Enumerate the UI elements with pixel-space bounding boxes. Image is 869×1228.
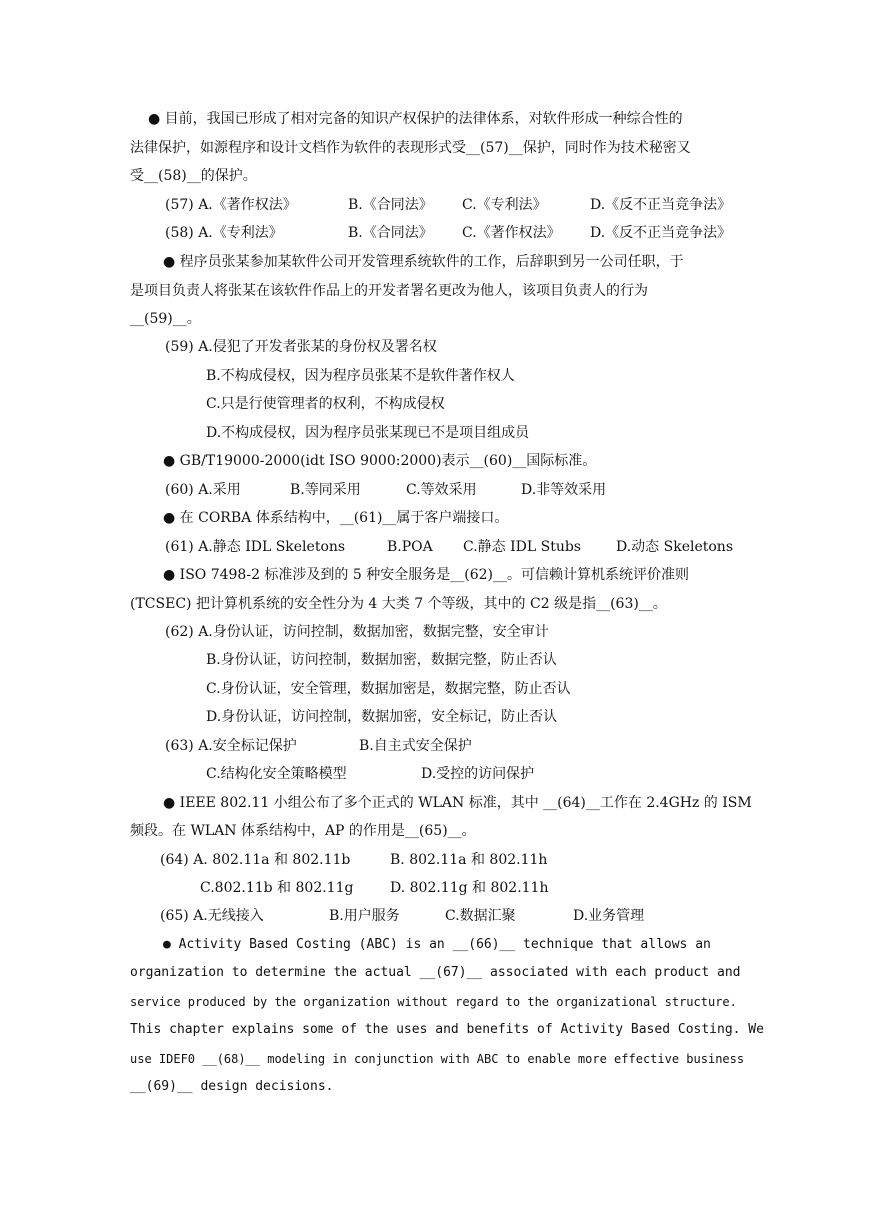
- q57-stem-line-2: 法律保护，如源程序和设计文档作为软件的表现形式受__(57)__保护，同时作为技术秘密又: [130, 140, 691, 156]
- q59-option-c: C.只是行使管理者的权利，不构成侵权: [206, 396, 445, 412]
- q61-option-b: B.POA: [387, 539, 433, 555]
- q62-option-c: C.身份认证，安全管理，数据加密是，数据完整，防止否认: [206, 681, 571, 697]
- q64-stem-line-1: ● IEEE 802.11 小组公布了多个正式的 WLAN 标准，其中 __(64)__工作在 2.4GHz 的 ISM: [163, 795, 752, 811]
- q63-option-c: C.结构化安全策略模型: [206, 766, 347, 782]
- passage-line-4: This chapter explains some of the uses and benefits of Activity Based Costing. We: [130, 1022, 764, 1037]
- q57-option-a: (57) A.《著作权法》: [165, 197, 297, 213]
- q60-option-c: C.等效采用: [406, 482, 477, 498]
- q62-stem-line-2: (TCSEC) 把计算机系统的安全性分为 4 大类 7 个等级，其中的 C2 级是指__(63)__。: [130, 596, 667, 612]
- passage-line-2: organization to determine the actual __(67)__ associated with each product and: [130, 965, 741, 980]
- q65-option-b: B.用户服务: [329, 908, 400, 924]
- q62-option-a: (62) A.身份认证，访问控制，数据加密，数据完整，安全审计: [165, 624, 549, 640]
- q63-option-b: B.自主式安全保护: [359, 738, 472, 754]
- q65-option-a: (65) A.无线接入: [160, 908, 264, 924]
- q60-option-d: D.非等效采用: [521, 482, 607, 498]
- passage-line-6: __(69)__ design decisions.: [130, 1079, 334, 1094]
- q59-option-a: (59) A.侵犯了开发者张某的身份权及署名权: [165, 339, 437, 355]
- q59-option-b: B.不构成侵权，因为程序员张某不是软件著作权人: [206, 368, 515, 384]
- q64-option-b: B. 802.11a 和 802.11h: [390, 852, 548, 868]
- q65-option-c: C.数据汇聚: [445, 908, 516, 924]
- q58-option-b: B.《合同法》: [348, 225, 433, 241]
- q61-option-c: C.静态 IDL Stubs: [463, 539, 581, 555]
- q59-stem-line-2: 是项目负责人将张某在该软件作品上的开发者署名更改为他人，该项目负责人的行为: [130, 283, 648, 299]
- q57-option-b: B.《合同法》: [348, 197, 433, 213]
- q58-option-c: C.《著作权法》: [462, 225, 561, 241]
- q62-option-b: B.身份认证，访问控制，数据加密，数据完整，防止否认: [206, 652, 557, 668]
- q64-option-c: C.802.11b 和 802.11g: [200, 880, 354, 896]
- q59-stem-line-3: __(59)__。: [130, 311, 201, 327]
- q58-option-d: D.《反不正当竞争法》: [590, 225, 732, 241]
- q64-option-d: D. 802.11g 和 802.11h: [390, 880, 549, 896]
- q64-stem-line-2: 频段。在 WLAN 体系结构中，AP 的作用是__(65)__。: [130, 823, 476, 839]
- q62-stem-line-1: ● ISO 7498-2 标准涉及到的 5 种安全服务是__(62)__。可信赖计算机系统评价准则: [163, 567, 689, 583]
- q57-stem-line-3: 受__(58)__的保护。: [130, 168, 257, 184]
- q57-option-c: C.《专利法》: [462, 197, 547, 213]
- q64-option-a: (64) A. 802.11a 和 802.11b: [160, 852, 351, 868]
- passage-line-5: use IDEF0 __(68)__ modeling in conjunction with ABC to enable more effective business: [130, 1052, 745, 1066]
- q60-option-b: B.等同采用: [290, 482, 361, 498]
- q57-option-d: D.《反不正当竞争法》: [590, 197, 732, 213]
- passage-line-1: ● Activity Based Costing (ABC) is an __(66)__ technique that allows an: [163, 937, 711, 952]
- passage-line-3: service produced by the organization without regard to the organizational structure.: [130, 995, 737, 1009]
- q61-stem: ● 在 CORBA 体系结构中，__(61)__属于客户端接口。: [163, 510, 509, 526]
- q61-option-d: D.动态 Skeletons: [616, 539, 734, 555]
- q60-option-a: (60) A.采用: [165, 482, 241, 498]
- q62-option-d: D.身份认证，访问控制，数据加密，安全标记，防止否认: [206, 709, 558, 725]
- q60-stem: ● GB/T19000-2000(idt ISO 9000:2000)表示__(60)__国际标准。: [163, 453, 597, 469]
- q65-option-d: D.业务管理: [573, 908, 645, 924]
- q57-stem-line-1: ● 目前，我国已形成了相对完备的知识产权保护的法律体系，对软件形成一种综合性的: [148, 111, 683, 127]
- q63-option-d: D.受控的访问保护: [421, 766, 535, 782]
- q59-stem-line-1: ● 程序员张某参加某软件公司开发管理系统软件的工作，后辞职到另一公司任职，于: [163, 254, 684, 270]
- q58-option-a: (58) A.《专利法》: [165, 225, 283, 241]
- q59-option-d: D.不构成侵权，因为程序员张某现已不是项目组成员: [206, 425, 530, 441]
- q63-option-a: (63) A.安全标记保护: [165, 738, 297, 754]
- q61-option-a: (61) A.静态 IDL Skeletons: [165, 539, 346, 555]
